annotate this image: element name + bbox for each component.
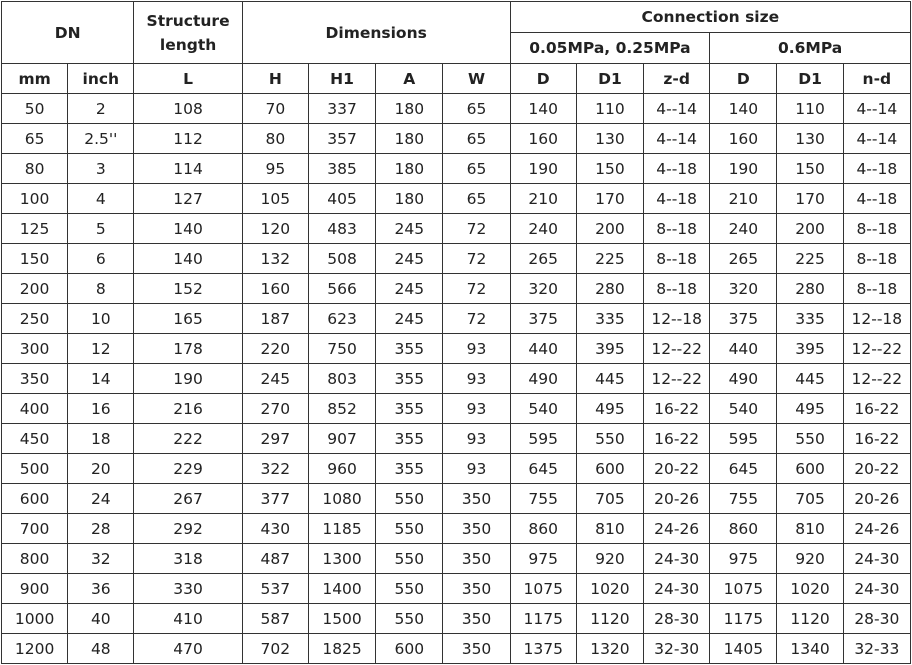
unit-header: A [376, 64, 443, 94]
table-cell: 200 [2, 274, 68, 304]
table-cell: 80 [2, 154, 68, 184]
table-cell: 487 [242, 544, 308, 574]
table-cell: 170 [576, 184, 643, 214]
table-cell: 114 [134, 154, 242, 184]
table-cell: 1020 [777, 574, 843, 604]
table-cell: 350 [443, 634, 510, 664]
table-cell: 160 [242, 274, 308, 304]
unit-header: D [510, 64, 576, 94]
table-cell: 350 [443, 544, 510, 574]
table-cell: 483 [308, 214, 375, 244]
table-row [2, 154, 911, 184]
table-cell: 125 [2, 214, 68, 244]
table-cell: 400 [2, 394, 68, 424]
table-cell: 450 [2, 424, 68, 454]
table-cell: 250 [2, 304, 68, 334]
header-pressure-high: 0.6MPa [710, 33, 911, 64]
table-cell: 18 [68, 424, 134, 454]
table-cell: 20 [68, 454, 134, 484]
table-cell: 322 [242, 454, 308, 484]
table-cell: 623 [308, 304, 375, 334]
table-cell: 270 [242, 394, 308, 424]
table-cell: 907 [308, 424, 375, 454]
table-cell: 1500 [308, 604, 375, 634]
table-row [2, 454, 911, 484]
table-cell: 130 [777, 124, 843, 154]
table-row [2, 604, 911, 634]
table-cell: 860 [510, 514, 576, 544]
table-cell: 1175 [710, 604, 777, 634]
table-cell: 280 [777, 274, 843, 304]
table-cell: 550 [376, 604, 443, 634]
table-cell: 1075 [510, 574, 576, 604]
table-cell: 537 [242, 574, 308, 604]
table-cell: 355 [376, 334, 443, 364]
table-cell: 600 [576, 454, 643, 484]
table-cell: 150 [576, 154, 643, 184]
table-row [2, 244, 911, 274]
unit-header: D1 [576, 64, 643, 94]
table-cell: 200 [576, 214, 643, 244]
unit-header: H1 [308, 64, 375, 94]
table-cell: 595 [510, 424, 576, 454]
table-cell: 1080 [308, 484, 375, 514]
table-cell: 900 [2, 574, 68, 604]
table-cell: 600 [777, 454, 843, 484]
table-cell: 72 [443, 214, 510, 244]
table-cell: 8--18 [644, 274, 710, 304]
table-cell: 40 [68, 604, 134, 634]
table-row [2, 634, 911, 664]
table-cell: 190 [510, 154, 576, 184]
table-cell: 755 [710, 484, 777, 514]
table-cell: 3 [68, 154, 134, 184]
table-cell: 32-33 [843, 634, 910, 664]
table-cell: 8--18 [843, 244, 910, 274]
table-cell: 14 [68, 364, 134, 394]
table-cell: 93 [443, 454, 510, 484]
table-cell: 180 [376, 184, 443, 214]
table-cell: 1175 [510, 604, 576, 634]
table-cell: 445 [576, 364, 643, 394]
table-cell: 375 [710, 304, 777, 334]
table-cell: 65 [443, 184, 510, 214]
table-cell: 355 [376, 394, 443, 424]
header-dimensions: Dimensions [242, 2, 510, 64]
table-cell: 320 [710, 274, 777, 304]
table-cell: 975 [510, 544, 576, 574]
table-row [2, 124, 911, 154]
table-cell: 355 [376, 454, 443, 484]
table-cell: 292 [134, 514, 242, 544]
table-cell: 152 [134, 274, 242, 304]
table-cell: 210 [510, 184, 576, 214]
table-cell: 550 [376, 574, 443, 604]
table-cell: 803 [308, 364, 375, 394]
table-cell: 10 [68, 304, 134, 334]
table-cell: 350 [443, 514, 510, 544]
table-cell: 140 [510, 94, 576, 124]
table-row [2, 544, 911, 574]
table-cell: 150 [777, 154, 843, 184]
table-cell: 220 [242, 334, 308, 364]
table-cell: 72 [443, 274, 510, 304]
table-cell: 180 [376, 94, 443, 124]
table-cell: 960 [308, 454, 375, 484]
table-cell: 24-30 [843, 544, 910, 574]
unit-header: L [134, 64, 242, 94]
table-cell: 587 [242, 604, 308, 634]
header-pressure-low: 0.05MPa, 0.25MPa [510, 33, 710, 64]
table-cell: 245 [376, 274, 443, 304]
unit-header: inch [68, 64, 134, 94]
table-cell: 12 [68, 334, 134, 364]
table-cell: 357 [308, 124, 375, 154]
table-cell: 265 [510, 244, 576, 274]
table-cell: 165 [134, 304, 242, 334]
table-cell: 550 [576, 424, 643, 454]
table-cell: 225 [777, 244, 843, 274]
table-cell: 385 [308, 154, 375, 184]
table-body [2, 94, 911, 664]
table-cell: 318 [134, 544, 242, 574]
table-cell: 72 [443, 304, 510, 334]
table-cell: 1120 [777, 604, 843, 634]
table-cell: 65 [443, 124, 510, 154]
table-cell: 93 [443, 334, 510, 364]
table-row [2, 364, 911, 394]
table-cell: 178 [134, 334, 242, 364]
table-cell: 1340 [777, 634, 843, 664]
table-cell: 222 [134, 424, 242, 454]
table-cell: 1825 [308, 634, 375, 664]
table-cell: 20-22 [843, 454, 910, 484]
table-cell: 350 [443, 604, 510, 634]
table-cell: 93 [443, 424, 510, 454]
table-cell: 225 [576, 244, 643, 274]
table-cell: 852 [308, 394, 375, 424]
table-cell: 4--18 [644, 154, 710, 184]
table-cell: 600 [376, 634, 443, 664]
table-cell: 5 [68, 214, 134, 244]
unit-header: D [710, 64, 777, 94]
table-cell: 4--18 [843, 154, 910, 184]
table-cell: 860 [710, 514, 777, 544]
table-row [2, 574, 911, 604]
table-cell: 190 [710, 154, 777, 184]
table-cell: 335 [576, 304, 643, 334]
table-cell: 550 [376, 544, 443, 574]
table-cell: 440 [710, 334, 777, 364]
table-cell: 65 [443, 154, 510, 184]
table-cell: 495 [777, 394, 843, 424]
table-cell: 245 [376, 304, 443, 334]
table-cell: 300 [2, 334, 68, 364]
table-cell: 355 [376, 364, 443, 394]
table-cell: 8 [68, 274, 134, 304]
table-cell: 6 [68, 244, 134, 274]
table-cell: 229 [134, 454, 242, 484]
unit-header: mm [2, 64, 68, 94]
table-cell: 440 [510, 334, 576, 364]
table-cell: 4 [68, 184, 134, 214]
table-cell: 130 [576, 124, 643, 154]
table-cell: 1120 [576, 604, 643, 634]
table-cell: 297 [242, 424, 308, 454]
header-connection-size: Connection size [510, 2, 910, 33]
table-cell: 702 [242, 634, 308, 664]
table-cell: 216 [134, 394, 242, 424]
table-cell: 8--18 [843, 274, 910, 304]
table-cell: 1405 [710, 634, 777, 664]
table-row [2, 274, 911, 304]
table-cell: 265 [710, 244, 777, 274]
table-cell: 95 [242, 154, 308, 184]
table-cell: 490 [510, 364, 576, 394]
table-cell: 200 [777, 214, 843, 244]
table-cell: 1400 [308, 574, 375, 604]
table-cell: 705 [576, 484, 643, 514]
table-row [2, 94, 911, 124]
table-cell: 1300 [308, 544, 375, 574]
table-cell: 2 [68, 94, 134, 124]
table-cell: 12--22 [843, 334, 910, 364]
table-cell: 70 [242, 94, 308, 124]
table-cell: 24-30 [843, 574, 910, 604]
table-cell: 375 [510, 304, 576, 334]
table-cell: 8--18 [843, 214, 910, 244]
table-cell: 28-30 [843, 604, 910, 634]
table-cell: 100 [2, 184, 68, 214]
table-cell: 16-22 [843, 424, 910, 454]
table-cell: 810 [576, 514, 643, 544]
table-cell: 4--18 [644, 184, 710, 214]
unit-header: z-d [644, 64, 710, 94]
table-cell: 24-26 [644, 514, 710, 544]
table-cell: 16-22 [644, 394, 710, 424]
table-cell: 28-30 [644, 604, 710, 634]
table-row [2, 394, 911, 424]
table-cell: 50 [2, 94, 68, 124]
table-cell: 550 [777, 424, 843, 454]
table-cell: 12--22 [644, 334, 710, 364]
table-cell: 280 [576, 274, 643, 304]
table-cell: 210 [710, 184, 777, 214]
table-cell: 4--18 [843, 184, 910, 214]
table-cell: 8--18 [644, 214, 710, 244]
unit-header: D1 [777, 64, 843, 94]
table-cell: 12--22 [843, 364, 910, 394]
table-cell: 12--18 [843, 304, 910, 334]
table-cell: 4--14 [644, 124, 710, 154]
table-cell: 65 [2, 124, 68, 154]
table-cell: 16-22 [644, 424, 710, 454]
table-cell: 920 [576, 544, 643, 574]
table-row [2, 484, 911, 514]
table-cell: 600 [2, 484, 68, 514]
valve-dimensions-table [1, 1, 911, 664]
table-cell: 32-30 [644, 634, 710, 664]
table-cell: 65 [443, 94, 510, 124]
table-cell: 320 [510, 274, 576, 304]
table-cell: 395 [576, 334, 643, 364]
table-cell: 180 [376, 124, 443, 154]
table-cell: 4--14 [644, 94, 710, 124]
table-cell: 500 [2, 454, 68, 484]
table-cell: 350 [443, 484, 510, 514]
table-cell: 28 [68, 514, 134, 544]
table-cell: 24-30 [644, 574, 710, 604]
table-cell: 112 [134, 124, 242, 154]
table-row [2, 334, 911, 364]
table-cell: 140 [134, 214, 242, 244]
table-cell: 110 [576, 94, 643, 124]
table-row [2, 184, 911, 214]
table-cell: 337 [308, 94, 375, 124]
table-cell: 750 [308, 334, 375, 364]
table-cell: 24 [68, 484, 134, 514]
table-cell: 1375 [510, 634, 576, 664]
table-cell: 2.5'' [68, 124, 134, 154]
table-cell: 150 [2, 244, 68, 274]
table-cell: 140 [710, 94, 777, 124]
table-cell: 410 [134, 604, 242, 634]
table-cell: 350 [2, 364, 68, 394]
header-dn: DN [2, 2, 134, 64]
table-cell: 550 [376, 484, 443, 514]
table-cell: 755 [510, 484, 576, 514]
table-cell: 540 [510, 394, 576, 424]
table-cell: 810 [777, 514, 843, 544]
table-cell: 508 [308, 244, 375, 274]
table-cell: 108 [134, 94, 242, 124]
table-cell: 48 [68, 634, 134, 664]
table-cell: 24-26 [843, 514, 910, 544]
table-cell: 595 [710, 424, 777, 454]
table-cell: 700 [2, 514, 68, 544]
table-cell: 8--18 [644, 244, 710, 274]
table-cell: 20-26 [644, 484, 710, 514]
table-cell: 1185 [308, 514, 375, 544]
table-row [2, 304, 911, 334]
table-cell: 490 [710, 364, 777, 394]
table-cell: 127 [134, 184, 242, 214]
header-structure-length: Structure length [134, 2, 242, 64]
table-cell: 445 [777, 364, 843, 394]
table-cell: 920 [777, 544, 843, 574]
table-cell: 32 [68, 544, 134, 574]
table-cell: 350 [443, 574, 510, 604]
table-cell: 245 [376, 244, 443, 274]
table-cell: 93 [443, 364, 510, 394]
table-row [2, 214, 911, 244]
table-cell: 140 [134, 244, 242, 274]
table-cell: 800 [2, 544, 68, 574]
table-cell: 1320 [576, 634, 643, 664]
table-cell: 187 [242, 304, 308, 334]
table-cell: 105 [242, 184, 308, 214]
table-cell: 24-30 [644, 544, 710, 574]
table-cell: 975 [710, 544, 777, 574]
table-cell: 405 [308, 184, 375, 214]
table-cell: 240 [510, 214, 576, 244]
table-cell: 4--14 [843, 124, 910, 154]
table-cell: 72 [443, 244, 510, 274]
table-cell: 12--18 [644, 304, 710, 334]
table-row [2, 424, 911, 454]
table-cell: 132 [242, 244, 308, 274]
unit-header: W [443, 64, 510, 94]
table-cell: 16 [68, 394, 134, 424]
table-cell: 4--14 [843, 94, 910, 124]
table-cell: 160 [510, 124, 576, 154]
table-cell: 93 [443, 394, 510, 424]
table-cell: 267 [134, 484, 242, 514]
table-cell: 240 [710, 214, 777, 244]
table-cell: 470 [134, 634, 242, 664]
table-cell: 20-26 [843, 484, 910, 514]
table-cell: 705 [777, 484, 843, 514]
table-cell: 540 [710, 394, 777, 424]
table-cell: 110 [777, 94, 843, 124]
table-cell: 645 [710, 454, 777, 484]
table-cell: 1075 [710, 574, 777, 604]
table-cell: 20-22 [644, 454, 710, 484]
table-cell: 335 [777, 304, 843, 334]
table-cell: 395 [777, 334, 843, 364]
table-row [2, 514, 911, 544]
table-cell: 245 [376, 214, 443, 244]
table-cell: 495 [576, 394, 643, 424]
table-cell: 245 [242, 364, 308, 394]
table-cell: 12--22 [644, 364, 710, 394]
table-cell: 180 [376, 154, 443, 184]
table-cell: 1200 [2, 634, 68, 664]
table-cell: 120 [242, 214, 308, 244]
unit-header: n-d [843, 64, 910, 94]
table-cell: 377 [242, 484, 308, 514]
table-cell: 16-22 [843, 394, 910, 424]
table-cell: 566 [308, 274, 375, 304]
table-cell: 190 [134, 364, 242, 394]
unit-header: H [242, 64, 308, 94]
table-cell: 160 [710, 124, 777, 154]
table-cell: 1000 [2, 604, 68, 634]
table-cell: 170 [777, 184, 843, 214]
table-cell: 1020 [576, 574, 643, 604]
table-cell: 80 [242, 124, 308, 154]
table-cell: 330 [134, 574, 242, 604]
table-cell: 36 [68, 574, 134, 604]
table-cell: 355 [376, 424, 443, 454]
table-cell: 430 [242, 514, 308, 544]
table-cell: 645 [510, 454, 576, 484]
table-cell: 550 [376, 514, 443, 544]
